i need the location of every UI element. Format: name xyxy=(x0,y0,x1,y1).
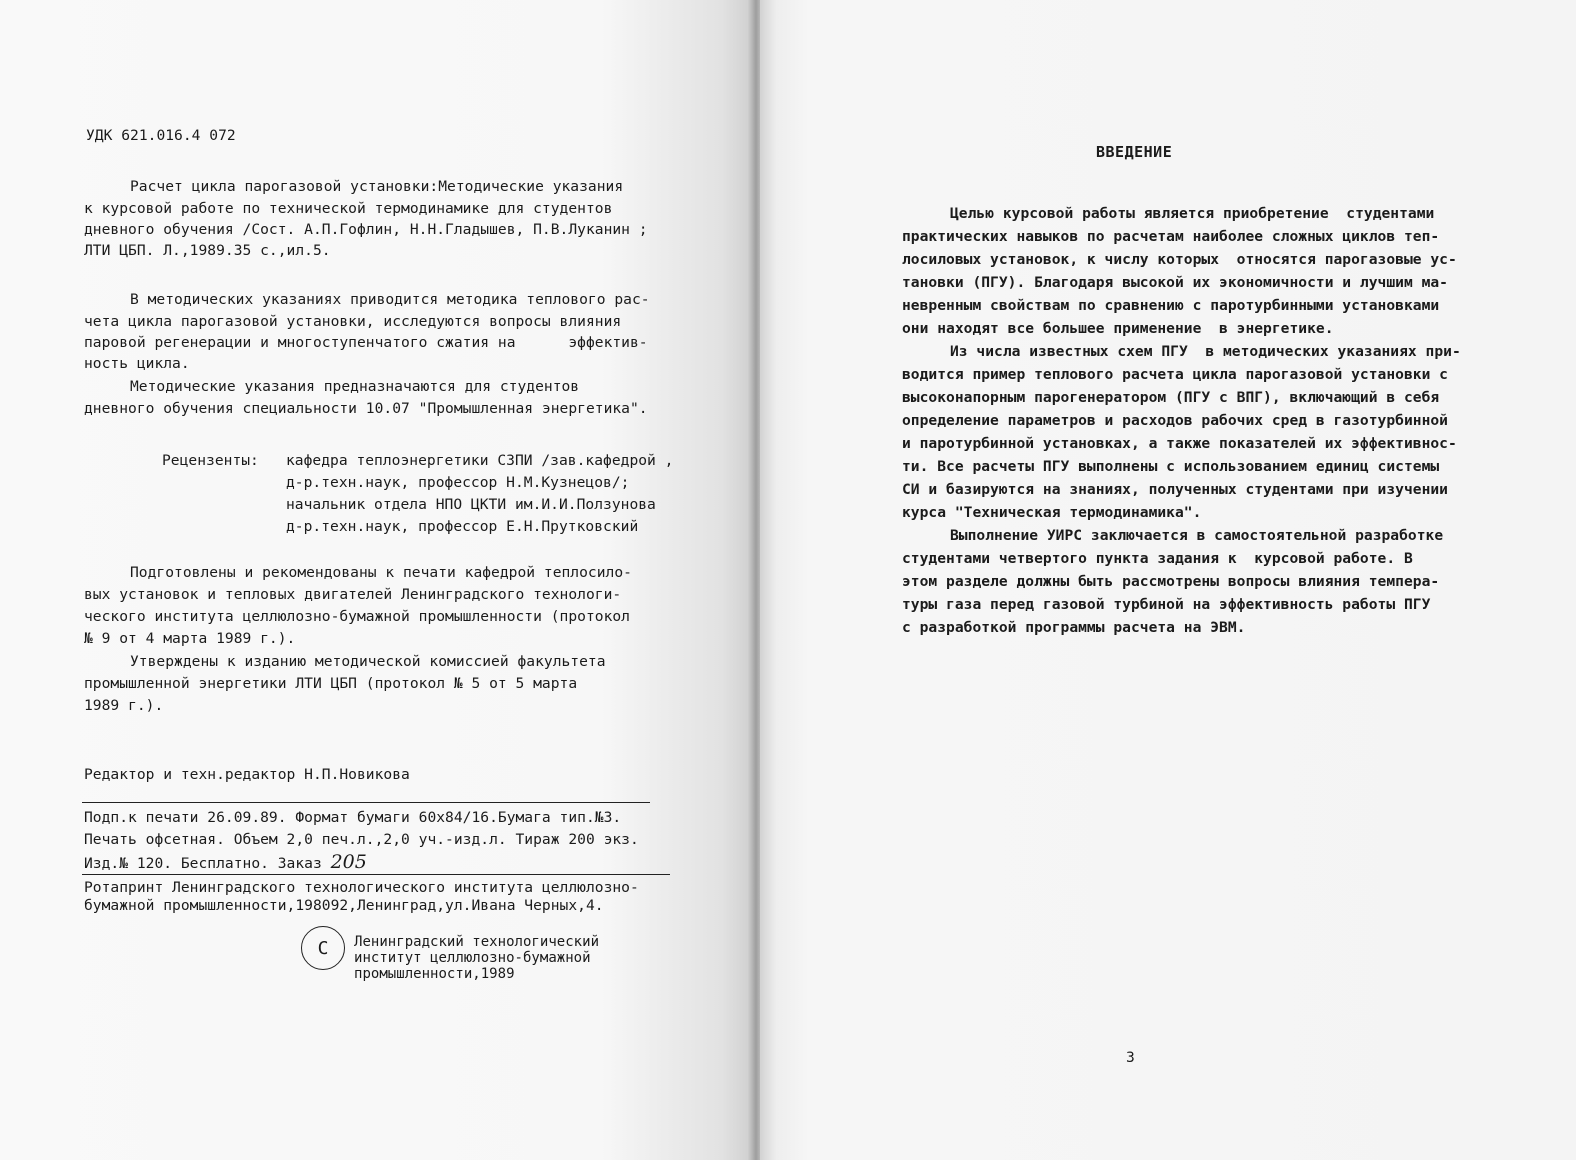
abstract-line: ность цикла. xyxy=(84,355,190,372)
printer-line: бумажной промышленности,198092,Ленинград,ул.Ивана Черных,4. xyxy=(84,897,604,914)
abstract-line: Методические указания предназначаются для студентов xyxy=(130,378,580,395)
copyright-line: Ленинградский технологический xyxy=(354,934,600,950)
reviewer-line: кафедра теплоэнергетики СЗПИ /зав.кафедрой , xyxy=(286,452,674,469)
body-line: СИ и базируются на знаниях, полученных студентами при изучении xyxy=(902,481,1448,498)
copyright-symbol: C xyxy=(317,937,329,959)
body-line: ти. Все расчеты ПГУ выполнены с использованием единиц системы xyxy=(902,458,1440,475)
abstract-line: паровой регенерации и многоступенчатого сжатия на эффектив- xyxy=(84,334,648,351)
body-line: тановки (ПГУ). Благодаря высокой их экономичности и лучшим ма- xyxy=(902,274,1448,291)
copyright-line: институт целлюлозно-бумажной xyxy=(354,950,591,966)
reviewer-line: д-р.техн.наук, профессор Н.М.Кузнецов/; xyxy=(286,474,630,491)
approval-line: № 9 от 4 марта 1989 г.). xyxy=(84,630,296,647)
body-line: Из числа известных схем ПГУ в методических указаниях при- xyxy=(950,343,1461,360)
approval-line: вых установок и тепловых двигателей Ленинградского технологи- xyxy=(84,586,622,603)
reviewers-label: Рецензенты: xyxy=(162,452,259,469)
approval-line: промышленной энергетики ЛТИ ЦБП (протокол № 5 от 5 марта xyxy=(84,675,578,692)
body-line: невренным свойствам по сравнению с паротурбинными установками xyxy=(902,297,1440,314)
body-line: они находят все большее применение в энергетике. xyxy=(902,320,1334,337)
body-line: Целью курсовой работы является приобретение студентами xyxy=(950,205,1435,222)
bibliography-line: к курсовой работе по технической термодинамике для студентов xyxy=(84,200,613,217)
body-line: определение параметров и расходов рабочих сред в газотурбинной xyxy=(902,412,1448,429)
imprint-line: Печать офсетная. Объем 2,0 печ.л.,2,0 уч.-изд.л. Тираж 200 экз. xyxy=(84,831,639,848)
reviewer-line: начальник отдела НПО ЦКТИ им.И.И.Ползунова xyxy=(286,496,656,513)
copyright-icon xyxy=(301,926,345,970)
imprint-line xyxy=(84,852,367,874)
approval-line: Подготовлены и рекомендованы к печати кафедрой теплосило- xyxy=(130,564,632,581)
body-line: высоконапорным парогенератором (ПГУ с ВПГ), включающий в себя xyxy=(902,389,1440,406)
left-page xyxy=(0,0,752,1160)
body-line: Выполнение УИРС заключается в самостоятельной разработке xyxy=(950,527,1444,544)
imprint-rule-bottom xyxy=(82,874,670,875)
section-title: ВВЕДЕНИЕ xyxy=(1096,143,1173,161)
approval-line: ческого института целлюлозно-бумажной промышленности (протокол xyxy=(84,608,630,625)
page-number: 3 xyxy=(1126,1049,1135,1066)
body-line: практических навыков по расчетам наиболее сложных циклов теп- xyxy=(902,228,1440,245)
body-line: водится пример теплового расчета цикла парогазовой установки с xyxy=(902,366,1448,383)
body-line: лосиловых установок, к числу которых относятся парогазовые ус- xyxy=(902,251,1457,268)
abstract-line: чета цикла парогазовой установки, исследуются вопросы влияния xyxy=(84,313,622,330)
copyright-line: промышленности,1989 xyxy=(354,966,515,982)
editor-credit: Редактор и техн.редактор Н.П.Новикова xyxy=(84,766,410,783)
body-line: с разработкой программы расчета на ЭВМ. xyxy=(902,619,1246,636)
approval-line: Утверждены к изданию методической комиссией факультета xyxy=(130,653,606,670)
body-line: и паротурбинной установках, а также показателей их эффективнос- xyxy=(902,435,1457,452)
bibliography-line: ЛТИ ЦБП. Л.,1989.35 с.,ил.5. xyxy=(84,242,331,259)
bibliography-line: Расчет цикла парогазовой установки:Методические указания xyxy=(130,178,624,195)
bibliography-line: дневного обучения /Сост. А.П.Гофлин, Н.Н.Гладышев, П.В.Луканин ; xyxy=(84,221,648,238)
abstract-line: дневного обучения специальности 10.07 "Промышленная энергетика". xyxy=(84,400,648,417)
body-line: туры газа перед газовой турбиной на эффективность работы ПГУ xyxy=(902,596,1431,613)
order-number: 205 xyxy=(330,851,367,873)
udk-code: УДК 621.016.4 072 xyxy=(86,127,236,144)
printer-line: Ротапринт Ленинградского технологического института целлюлозно- xyxy=(84,879,639,896)
body-line: студентами четвертого пункта задания к курсовой работе. В xyxy=(902,550,1413,567)
imprint-rule-top xyxy=(82,802,650,803)
imprint-order-label: Изд.№ 120. Бесплатно. Заказ xyxy=(84,855,331,872)
body-line: этом разделе должны быть рассмотрены вопросы влияния темпера- xyxy=(902,573,1440,590)
imprint-line: Подп.к печати 26.09.89. Формат бумаги 60x84/16.Бумага тип.№3. xyxy=(84,809,622,826)
reviewer-line: д-р.техн.наук, профессор Е.Н.Прутковский xyxy=(286,518,639,535)
body-line: курса "Техническая термодинамика". xyxy=(902,504,1202,521)
approval-line: 1989 г.). xyxy=(84,697,164,714)
abstract-line: В методических указаниях приводится методика теплового рас- xyxy=(130,291,650,308)
